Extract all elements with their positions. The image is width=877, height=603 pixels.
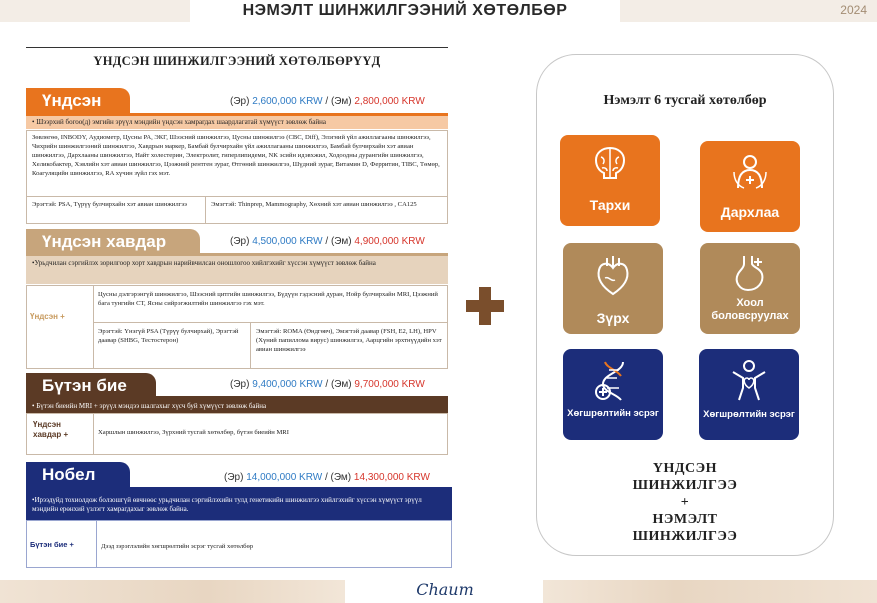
nobel-band: •Ирээдүйд тохиолдож болзошгүй өвчнөөс урьдчилан сэргийлэхийн тулд генетикийн шинжилгээ хийлгэхийг хүссэн хүмүүст эрүүл мэндийн ерөнхий үзлэгт хамрагдахыг зөвлөж байна. <box>26 490 452 520</box>
tumor-details: Цусны дэлгэрэнгүй шинжилгээ, Шээсний цитгийн шинжилгээ, Бүдүүн гэдэсний дуран, Нойр булчирхайн MRI, Цээжний бага тунгийн CT, Ясны сийрэгжилтийн шинжилгээ гэх мэт. <box>98 291 438 307</box>
tile-immunity <box>700 141 800 232</box>
tumor-price: (Эр) 4,500,000 KRW / (Эм) 4,900,000 KRW <box>230 236 425 247</box>
tile-antiaging-1-label: Хөгшрөлтийн эсрэг <box>567 408 659 419</box>
footer-band-left <box>0 580 345 603</box>
tumor-side-label: Үндсэн + <box>30 312 65 321</box>
basic-pill: Үндсэн <box>26 88 130 114</box>
footer-band-right <box>543 580 877 603</box>
basic-vsep <box>205 196 206 224</box>
nobel-side-label: Бүтэн бие + <box>30 540 74 549</box>
stomach-icon <box>730 252 770 296</box>
tile-heart-label: Зүрх <box>596 310 630 326</box>
tile-antiaging-2 <box>699 349 799 440</box>
tumor-male-extra: Эрэгтэй: Үнэгүй PSA (Түрүү булчирхай), Эрэгтэй даавар (SHBG, Тестостерон) <box>98 328 239 344</box>
tile-digestion-label: Хоол боловсруулах <box>711 297 789 322</box>
brain-icon <box>590 144 630 188</box>
extra-programs-title: Нэмэлт 6 тусгай хөтөлбөр <box>603 93 767 108</box>
tile-antiaging-2-label: Хөгшрөлтийн эсрэг <box>703 409 795 420</box>
full-details: Харшлын шинжилгээ, Зүрхний тусгай хөтөлбөр, бүтэн биеийн MRI <box>98 429 289 436</box>
full-vsep <box>93 413 94 455</box>
full-price: (Эр) 9,400,000 KRW / (Эм) 9,700,000 KRW <box>230 379 425 390</box>
nobel-price: (Эр) 14,000,000 KRW / (Эм) 14,300,000 KRW <box>224 472 430 483</box>
tumor-pill: Үндсэн хавдар <box>26 229 200 255</box>
summary-line-2: ШИНЖИЛГЭЭ <box>632 478 738 493</box>
tile-digestion <box>700 243 800 334</box>
summary-line-1: ҮНДСЭН <box>652 461 718 476</box>
tumor-vsep <box>93 285 94 369</box>
heart-icon <box>593 252 633 300</box>
tumor-vsep2 <box>250 322 251 369</box>
basic-band: • Шээрхий богоо(д) эмгийн эрүүл мэндийн үндсэн хамрагдах шаардлагатай хүмүүст зөвлөж байна <box>26 116 448 129</box>
tile-brain <box>560 135 660 226</box>
section-title: ҮНДСЭН ШИНЖИЛГЭЭНИЙ ХӨТӨЛБӨРҮҮД <box>26 47 448 69</box>
nobel-pill: Нобел <box>26 462 130 488</box>
full-pill: Бүтэн бие <box>26 373 156 399</box>
tumor-sep <box>93 322 448 323</box>
full-side-label: Үндсэн хавдар + <box>33 420 69 439</box>
summary-plus: + <box>680 495 690 510</box>
year-label: 2024 <box>840 3 867 17</box>
nobel-details: Дээд зэрэглэлийн хөгшрөлтийн эсрэг тусгай хөтөлбөр <box>101 543 254 550</box>
full-band: • Бүтэн биеийн MRI + эрүүл мэндээ шалгахыг хүсч буй хүмүүст зөвлөж байна <box>26 399 448 413</box>
tile-brain-label: Тархи <box>589 197 631 213</box>
summary-line-3: НЭМЭЛТ <box>652 512 718 527</box>
immunity-icon <box>730 150 770 194</box>
tile-antiaging-1 <box>563 349 663 440</box>
basic-female-extra: Эмэгтэй: Thinprep, Mammography, Хөхний хэт авиан шинжилгээ , CA125 <box>211 201 417 208</box>
page-title: НЭМЭЛТ ШИНЖИЛГЭЭНИЙ ХӨТӨЛБӨР <box>190 0 620 22</box>
basic-male-extra: Эрэгтэй: PSA, Түрүү булчирхайн хэт авиан шинжилгээ <box>32 201 187 208</box>
tile-heart <box>563 243 663 334</box>
dna-icon <box>593 358 633 404</box>
basic-price: (Эр) 2,600,000 KRW / (Эм) 2,800,000 KRW <box>230 96 425 107</box>
tumor-female-extra: Эмэгтэй: ROMA (Өндгөвч), Эмэгтэй даавар (FSH, E2, LH), HPV (Хүний папиллома вирус) шинжилгээ, Аарцгийн эрхтнүүдийн хэт авиан шинжилгээ <box>256 328 442 353</box>
brand-logo: Chaum <box>416 580 474 599</box>
person-icon <box>729 358 769 404</box>
plus-icon <box>466 287 504 325</box>
tile-immunity-label: Дархлаа <box>720 204 780 220</box>
basic-details: Зөвлөгөө, INBODY, Аудиометр, Цусны РА, ЭКГ, Шээсний шинжилгээ, Цусны шинжилгээ (CBC, Diff), Элэгний үйл ажиллагааны шинжилгээ, Чихрийн шинжилгээний шинжилгээ, Хавдрын маркер, Бамбай булчирхайн үйл ажиллагааны шинжилгээ, Бамбай булчирхайн хэт авиан шинжилгээ, Дархлааны шинжилгээ, Найт холестерин, Электролит, гиперлипидеми, NK эсийн идэвхжил, Ходоодны дурангийн шинжилгээ, Хеликобактер, Хэвлийн хэт авиан шинжилгээ, Цээжний рентген зураг, Өтгөний шинжилгээ, Шүдний зураг, Витамин D, Ферритин, TIBC, Төмөр, Коагуляцийн шинжилгээ, RA хүчин зүйл гэх мэт. <box>32 134 440 177</box>
tumor-band: •Урьдчилан сэргийлэх зорилгоор хорт хавдрын нарийвчилсан оношлогоо хийлгэхийг хүссэн хүмүүст зөвлөж байна <box>26 256 448 284</box>
summary-line-4: ШИНЖИЛГЭЭ <box>632 529 738 544</box>
nobel-vsep <box>96 520 97 568</box>
basic-sep <box>26 196 448 197</box>
